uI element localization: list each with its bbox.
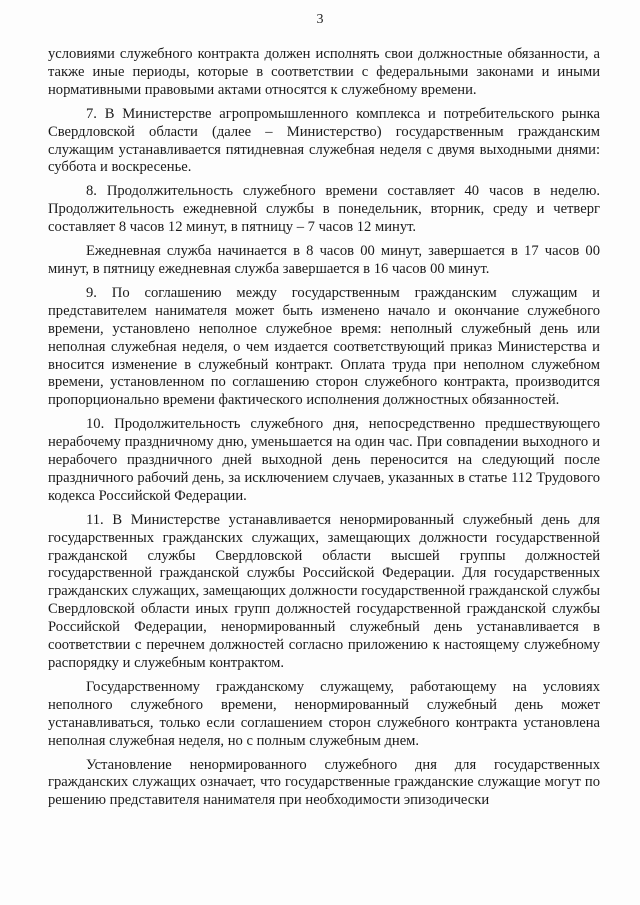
paragraph-9: 9. По соглашению между государственным гражданским служащим и представителем нанимателя может быть изменено начало и окончание служебного времени, установлено неполное служебное время: неполный служебный день или неполная служебная неделя, о чем издается соответствующий приказ Министерства и вносится изменение в служебный контракт. Оплата труда при неполном служебном времени, установленном по соглашению сторон служебного контракта, производится пропорционально времени фактического исполнения должностных обязанностей. xyxy=(48,284,600,409)
paragraph-continuation: условиями служебного контракта должен исполнять свои должностные обязанности, а также иные периоды, которые в соответствии с федеральными законами и иными нормативными правовыми актами относятся к служебному времени. xyxy=(48,46,600,98)
paragraph-10: 10. Продолжительность служебного дня, непосредственно предшествующего нерабочему праздничному дню, уменьшается на один час. При совпадении выходного и нерабочего праздничного дней выходной день переносится на следующий после праздничного рабочий день, за исключением случаев, указанных в статье 112 Трудового кодекса Российской Федерации. xyxy=(48,416,600,504)
paragraph-8: 8. Продолжительность служебного времени составляет 40 часов в неделю. Продолжительность ежедневной службы в понедельник, вторник, среду и четверг составляет 8 часов 12 минут, в пятницу – 7 часов 12 минут. xyxy=(48,183,600,236)
page-number: 3 xyxy=(316,12,324,27)
paragraph-11: 11. В Министерстве устанавливается ненормированный служебный день для государственных гражданских служащих, замещающих должности государственной гражданской службы Свердловской области высшей группы должностей государственной гражданской службы Российской Федерации. Для государственных гражданских служащих, замещающих должности государственной гражданской службы Свердловской области иных групп должностей государственной гражданской службы Российской Федерации, ненормированный служебный день устанавливается в соответствии с перечнем должностей согласно приложению к настоящему служебному распорядку и служебным контрактом. xyxy=(48,511,600,671)
paragraph-11-meaning: Установление ненормированного служебного дня для государственных гражданских служащих означает, что государственные гражданские служащие могут по решению представителя нанимателя при необходимости эпизодически xyxy=(48,756,600,809)
document-body xyxy=(48,46,600,816)
paragraph-11-part-time: Государственному гражданскому служащему, работающему на условиях неполного служебного времени, ненормированный служебный день может устанавливаться, только если соглашением сторон служебного контракта установлена неполная служебная неделя, но с полным служебным днем. xyxy=(48,678,600,749)
paragraph-8-schedule: Ежедневная служба начинается в 8 часов 00 минут, завершается в 17 часов 00 минут, в пятницу ежедневная служба завершается в 16 часов 00 минут. xyxy=(48,243,600,277)
paragraph-7: 7. В Министерстве агропромышленного комплекса и потребительского рынка Свердловской области (далее – Министерство) государственным гражданским служащим устанавливается пятидневная служебная неделя с двумя выходными днями: суббота и воскресенье. xyxy=(48,105,600,176)
